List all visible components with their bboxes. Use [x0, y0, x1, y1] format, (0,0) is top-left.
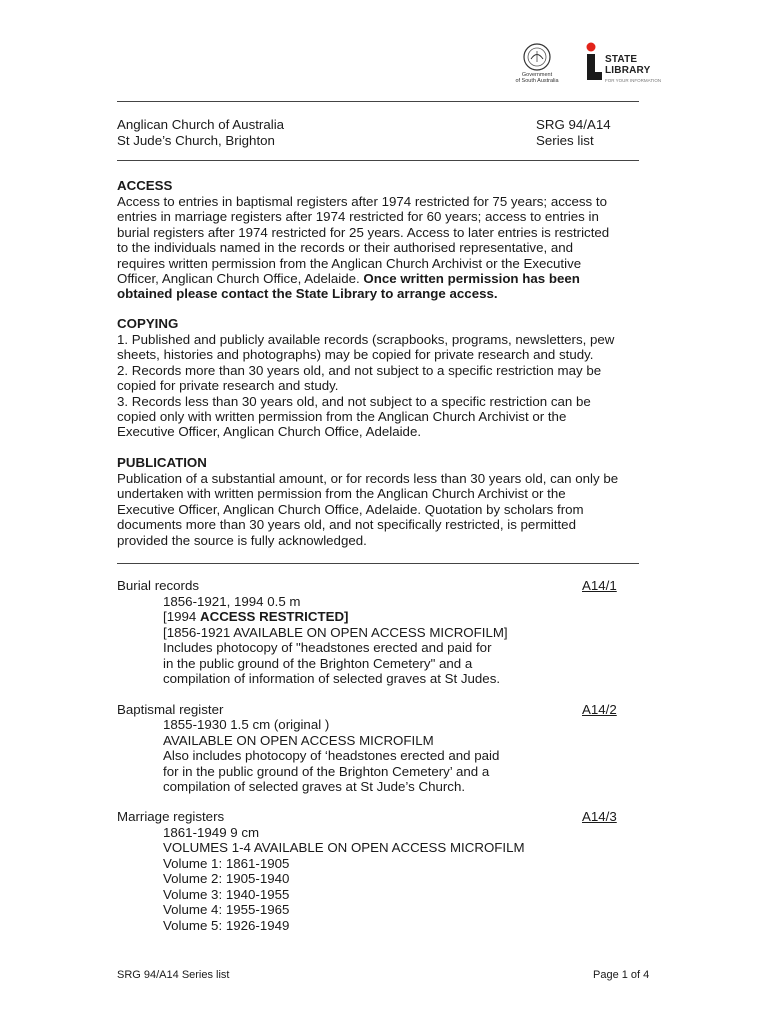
- series-detail: for in the public ground of the Brighton Cemetery’ and a: [163, 764, 490, 779]
- state-library-line2: LIBRARY: [605, 65, 651, 76]
- series-detail: Volume 5: 1926-1949: [163, 918, 290, 933]
- series-title-marriage: Marriage registers: [117, 809, 225, 824]
- header-bottom-rule: [117, 160, 639, 161]
- series-detail: Volume 3: 1940-1955: [163, 887, 290, 902]
- series-detail: compilation of selected graves at St Jude’s Church.: [163, 779, 466, 794]
- access-line7-bold: obtained please contact the State Library to arrange access.: [117, 286, 498, 302]
- restriction-bold: ACCESS RESTRICTED]: [199, 609, 349, 624]
- series-detail: Volume 1: 1861-1905: [163, 856, 290, 871]
- access-line: [117, 271, 657, 286]
- gov-logo-line2: of South Australia: [515, 78, 559, 84]
- state-library-tagline: FOR YOUR INFORMATION: [605, 78, 662, 83]
- footer-left: SRG 94/A14 Series list: [117, 969, 230, 981]
- section-rule: [117, 563, 639, 564]
- footer-page-number: Page 1 of 4: [593, 969, 650, 981]
- series-detail: Includes photocopy of "headstones erected and paid for: [163, 640, 492, 655]
- state-library-logo: [583, 42, 663, 88]
- publication-line: documents more than 30 years old, and not specifically restricted, is permitted: [117, 517, 576, 533]
- publication-paragraph: [117, 471, 657, 548]
- access-line6-bold: Once written permission has been: [363, 271, 580, 287]
- copying-heading: COPYING: [117, 316, 179, 331]
- publication-line: undertaken with written permission from the Anglican Church Archivist or the: [117, 486, 566, 502]
- header-rule: [117, 101, 639, 102]
- org-line2: St Jude’s Church, Brighton: [117, 133, 275, 148]
- access-line6-normal: Officer, Anglican Church Office, Adelaide.: [117, 271, 364, 287]
- government-of-south-australia-logo: [505, 42, 569, 88]
- series-ref-baptismal: A14/2: [582, 702, 617, 717]
- gov-crest-icon: [522, 42, 552, 72]
- series-detail: Also includes photocopy of ‘headstones erected and paid: [163, 748, 500, 763]
- publication-line: provided the source is fully acknowledged.: [117, 532, 367, 548]
- series-code: SRG 94/A14: [536, 117, 611, 132]
- publication-heading: PUBLICATION: [117, 455, 207, 470]
- series-detail: 1861-1949 9 cm: [163, 825, 260, 840]
- copying-line: sheets, histories and photographs) may be copied for private research and study.: [117, 347, 594, 363]
- state-library-wordmark: [605, 54, 650, 76]
- series-detail: compilation of information of selected graves at St Judes.: [163, 671, 501, 686]
- access-line: [117, 286, 657, 301]
- series-ref-marriage: A14/3: [582, 809, 617, 824]
- series-detail: Volume 2: 1905-1940: [163, 871, 290, 886]
- copying-line: 3. Records less than 30 years old, and not subject to a specific restriction can be: [117, 393, 591, 409]
- series-detail: 1856-1921, 1994 0.5 m: [163, 594, 301, 609]
- series-detail: VOLUMES 1-4 AVAILABLE ON OPEN ACCESS MICROFILM: [163, 840, 525, 855]
- org-line1: Anglican Church of Australia: [117, 117, 285, 132]
- series-detail: in the public ground of the Brighton Cemetery" and a: [163, 656, 473, 671]
- header-logos: [505, 42, 665, 90]
- access-line: to the individuals named in the records or their authorised representative, and: [117, 240, 574, 256]
- series-detail: [1856-1921 AVAILABLE ON OPEN ACCESS MICROFILM]: [163, 625, 508, 640]
- series-detail: Volume 4: 1955-1965: [163, 902, 290, 917]
- series-title-baptismal: Baptismal register: [117, 702, 224, 717]
- series-title-burial: Burial records: [117, 578, 200, 593]
- copying-line: 1. Published and publicly available records (scrapbooks, programs, newsletters, pew: [117, 332, 615, 347]
- series-ref-burial: A14/1: [582, 578, 617, 593]
- access-line: Access to entries in baptismal registers after 1974 restricted for 75 years; access to: [117, 194, 607, 209]
- series-detail: [163, 609, 348, 625]
- gov-logo-line1: Government: [521, 72, 553, 78]
- access-line: entries in marriage registers after 1974 restricted for 60 years; access to entries in: [117, 209, 599, 225]
- series-detail: AVAILABLE ON OPEN ACCESS MICROFILM: [163, 733, 434, 748]
- copying-line: copied for private research and study.: [117, 378, 339, 394]
- state-library-line1: STATE: [605, 54, 638, 65]
- publication-line: Publication of a substantial amount, or for records less than 30 years old, can only be: [117, 471, 619, 486]
- restriction-prefix: [1994: [163, 609, 200, 624]
- copying-line: 2. Records more than 30 years old, and not subject to a specific restriction may be: [117, 362, 602, 378]
- state-library-i-icon: [583, 42, 603, 82]
- copying-line: copied only with written permission from the Anglican Church Archivist or the: [117, 409, 567, 425]
- access-paragraph: [117, 194, 657, 302]
- access-line: burial registers after 1974 restricted for 25 years. Access to later entries is restricted: [117, 224, 610, 240]
- access-heading: ACCESS: [117, 178, 173, 193]
- series-detail: 1855-1930 1.5 cm (original ): [163, 717, 330, 732]
- copying-paragraph: [117, 332, 657, 440]
- series-label: Series list: [536, 133, 594, 148]
- copying-line: Executive Officer, Anglican Church Office, Adelaide.: [117, 424, 422, 440]
- publication-line: Executive Officer, Anglican Church Office, Adelaide. Quotation by scholars from: [117, 501, 584, 517]
- access-line: requires written permission from the Anglican Church Archivist or the Executive: [117, 255, 582, 271]
